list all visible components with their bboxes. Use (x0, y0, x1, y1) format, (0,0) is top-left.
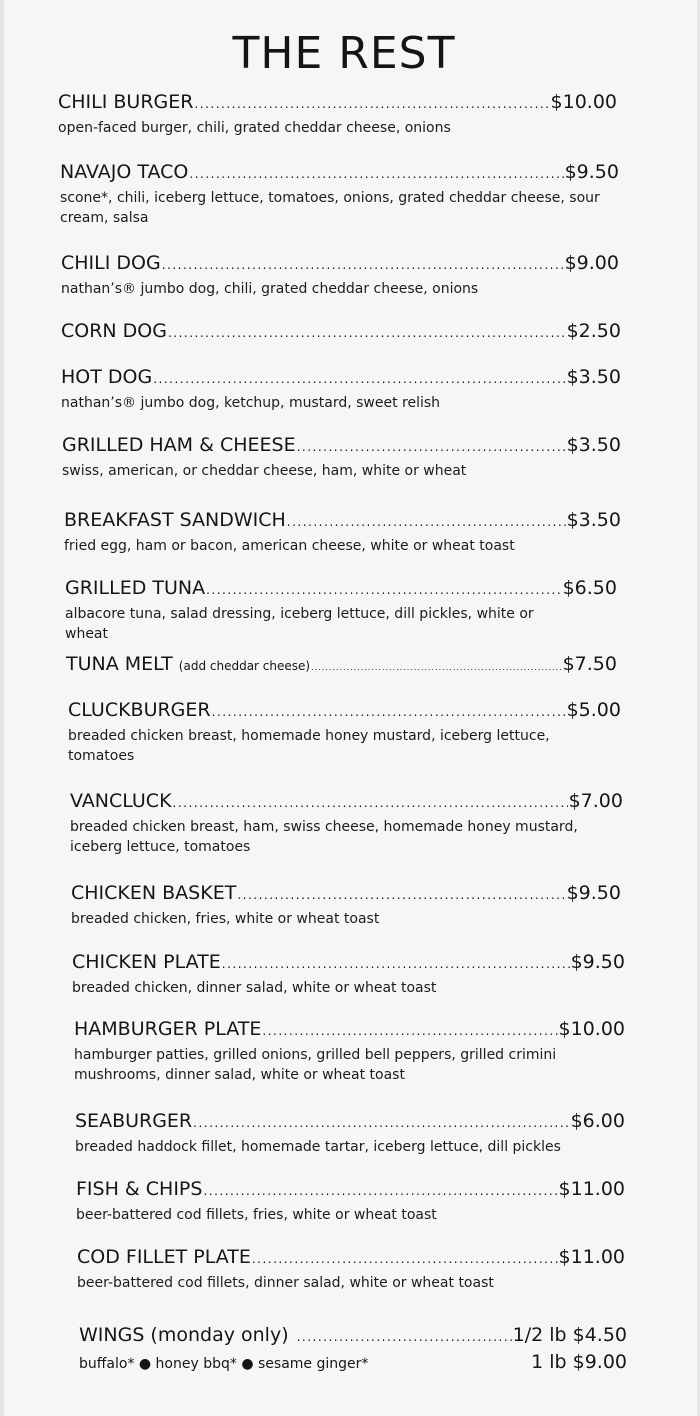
item-description: breaded chicken, fries, white or wheat toast (71, 911, 380, 927)
menu-item-chili-burger (58, 90, 617, 138)
item-note: (add cheddar cheese) (178, 659, 311, 673)
item-name: TUNA MELT (66, 653, 173, 675)
menu-item-navajo-taco (60, 160, 619, 228)
item-price: $7.50 (562, 653, 617, 675)
item-price: $6.50 (562, 577, 617, 599)
menu-item-hamburger-plate (74, 1017, 625, 1085)
item-name: BREAKFAST SANDWICH (64, 509, 286, 531)
item-name: CHILI DOG (61, 252, 161, 274)
menu-item-vancluck (70, 789, 623, 857)
item-name: CLUCKBURGER (68, 699, 211, 721)
menu-item-hot-dog (61, 365, 621, 413)
item-name: VANCLUCK (70, 790, 172, 812)
item-price: $11.00 (558, 1178, 625, 1200)
item-name: WINGS (monday only) (79, 1324, 289, 1346)
item-name: HAMBURGER PLATE (74, 1018, 262, 1040)
menu-item-grilled-ham-cheese (62, 433, 621, 481)
item-description: scone*, chili, iceberg lettuce, tomatoes, onions, grated cheddar cheese, sour cream, salsa (60, 190, 600, 226)
menu-item-grilled-tuna (65, 576, 617, 644)
item-price: $2.50 (566, 320, 621, 342)
item-description: albacore tuna, salad dressing, iceberg lettuce, dill pickles, white or wheat (65, 606, 534, 642)
menu-item-chicken-plate (72, 950, 625, 998)
item-description: breaded chicken breast, homemade honey mustard, iceberg lettuce, tomatoes (68, 728, 550, 764)
item-description: open-faced burger, chili, grated cheddar cheese, onions (58, 120, 451, 136)
page-title: THE REST (232, 28, 456, 79)
menu-item-tuna-melt (66, 652, 617, 680)
item-price: $11.00 (558, 1246, 625, 1268)
item-description: breaded chicken breast, ham, swiss cheese, homemade honey mustard, iceberg lettuce, tomatoes (70, 819, 578, 855)
item-price: $3.50 (566, 509, 621, 531)
item-description: breaded chicken, dinner salad, white or wheat toast (72, 980, 437, 996)
item-name: CHICKEN BASKET (71, 882, 237, 904)
menu-item-cod-fillet-plate (77, 1245, 625, 1293)
item-description: breaded haddock fillet, homemade tartar, iceberg lettuce, dill pickles (75, 1139, 561, 1155)
item-price: $10.00 (558, 1018, 625, 1040)
menu-item-chili-dog (61, 251, 619, 299)
item-price-full: 1 lb $9.00 (531, 1351, 627, 1373)
item-description: hamburger patties, grilled onions, grilled bell peppers, grilled crimini mushrooms, dinner salad, white or wheat toast (74, 1047, 557, 1083)
item-price: $9.50 (566, 882, 621, 904)
menu-item-corn-dog (61, 319, 621, 345)
item-name: COD FILLET PLATE (77, 1246, 251, 1268)
item-name: CHICKEN PLATE (72, 951, 221, 973)
menu-item-fish-chips (76, 1177, 625, 1225)
item-name: NAVAJO TACO (60, 161, 189, 183)
item-price: $3.50 (566, 366, 621, 388)
item-description: swiss, american, or cheddar cheese, ham, white or wheat (62, 463, 467, 479)
menu-item-wings (79, 1323, 627, 1373)
menu-item-cluckburger (68, 698, 621, 766)
item-name: GRILLED TUNA (65, 577, 206, 599)
item-description: beer-battered cod fillets, fries, white or wheat toast (76, 1207, 437, 1223)
wings-flavors: buffalo* ● honey bbq* ● sesame ginger* (79, 1356, 369, 1372)
menu-item-chicken-basket (71, 881, 621, 929)
item-name: FISH & CHIPS (76, 1178, 203, 1200)
item-price: $9.50 (570, 951, 625, 973)
menu-item-breakfast-sandwich (64, 508, 621, 556)
item-price: $6.00 (570, 1110, 625, 1132)
item-description: nathan’s® jumbo dog, ketchup, mustard, sweet relish (61, 395, 441, 411)
item-name: GRILLED HAM & CHEESE (62, 434, 296, 456)
item-name: SEABURGER (75, 1110, 193, 1132)
item-price: $9.00 (564, 252, 619, 274)
item-price: $3.50 (566, 434, 621, 456)
item-name: CORN DOG (61, 320, 167, 342)
item-price: $10.00 (550, 91, 617, 113)
item-description: beer-battered cod fillets, dinner salad, white or wheat toast (77, 1275, 494, 1291)
item-price-half: 1/2 lb $4.50 (512, 1324, 627, 1346)
item-description: nathan’s® jumbo dog, chili, grated cheddar cheese, onions (61, 281, 479, 297)
menu-item-seaburger (75, 1109, 625, 1157)
item-name: HOT DOG (61, 366, 153, 388)
item-price: $7.00 (568, 790, 623, 812)
item-price: $5.00 (566, 699, 621, 721)
item-name: CHILI BURGER (58, 91, 194, 113)
item-description: fried egg, ham or bacon, american cheese, white or wheat toast (64, 538, 515, 554)
item-price: $9.50 (564, 161, 619, 183)
